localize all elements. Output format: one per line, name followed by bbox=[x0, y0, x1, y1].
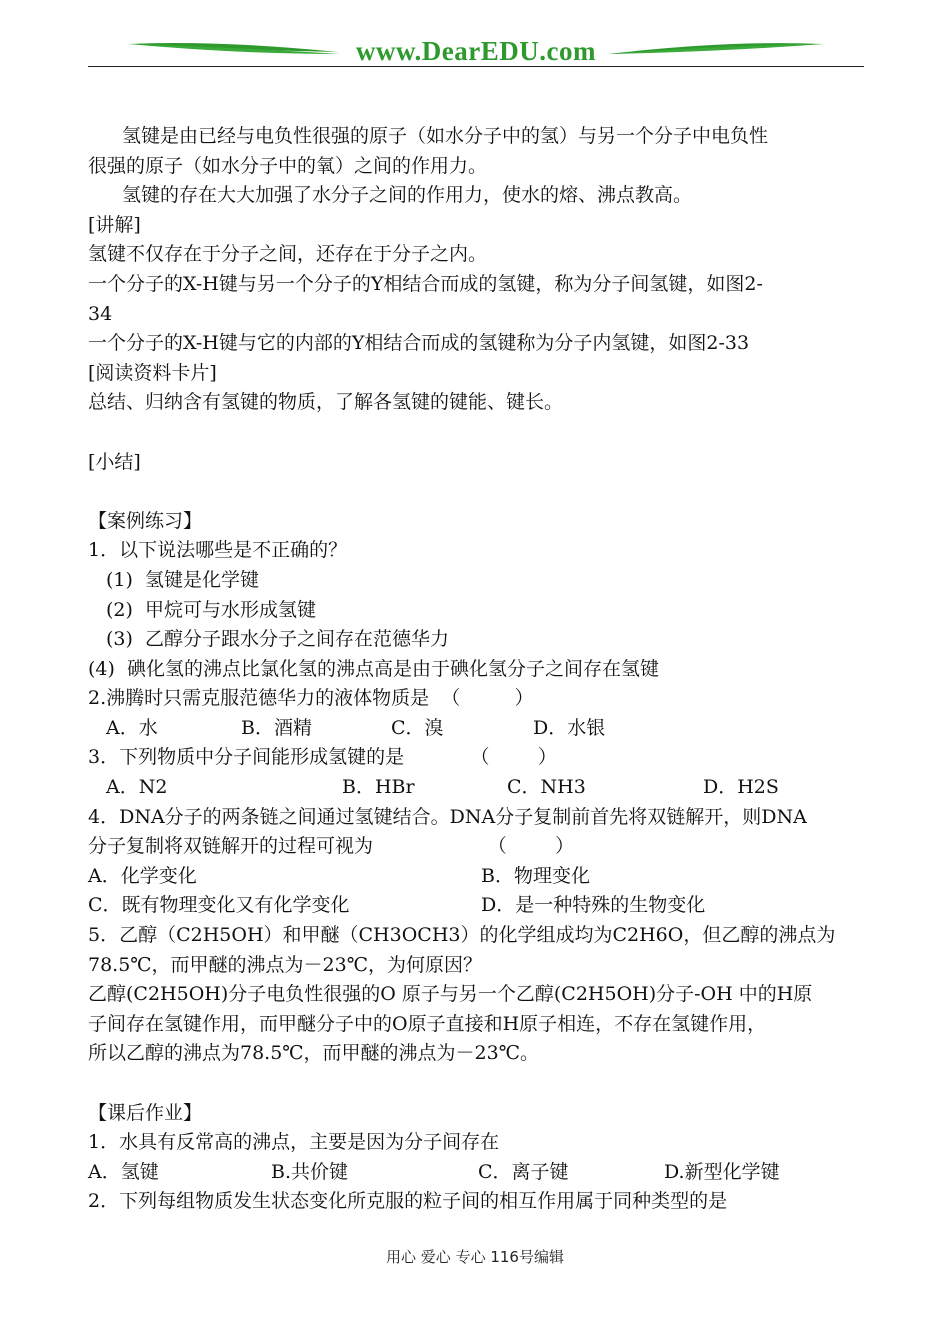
answer-line: 乙醇(C2H5OH)分子电负性很强的O 原子与另一个乙醇(C2H5OH)分子-OH 中的H原 bbox=[88, 983, 813, 1006]
reading-tag: [阅读资料卡片] bbox=[88, 361, 217, 384]
option: B．HBr bbox=[342, 776, 415, 799]
paragraph-line: 一个分子的X-H键与另一个分子的Y相结合而成的氢键，称为分子间氢键，如图2- bbox=[88, 272, 763, 295]
option-row bbox=[88, 773, 868, 803]
option: B.共价键 bbox=[271, 1160, 349, 1183]
question-stem: 1．水具有反常高的沸点，主要是因为分子间存在 bbox=[88, 1131, 500, 1154]
question-item: (4) 碘化氢的沸点比氯化氢的沸点高是由于碘化氢分子之间存在氢键 bbox=[88, 657, 659, 680]
question-item: (3) 乙醇分子跟水分子之间存在范德华力 bbox=[106, 628, 449, 651]
option: C．NH3 bbox=[507, 776, 586, 799]
summary-tag: [小结] bbox=[88, 450, 141, 473]
question-item: (2) 甲烷可与水形成氢键 bbox=[106, 598, 316, 621]
answer-line: 所以乙醇的沸点为78.5℃，而甲醚的沸点为－23℃。 bbox=[88, 1042, 539, 1065]
question-stem: 2.沸腾时只需克服范德华力的液体物质是 （ ） bbox=[88, 687, 534, 710]
homework-heading: 【课后作业】 bbox=[88, 1101, 203, 1124]
option: C．溴 bbox=[391, 716, 444, 739]
question-stem: 5．乙醇（C2H5OH）和甲醚（CH3OCH3）的化学组成均为C2H6O，但乙醇的沸点为 bbox=[88, 924, 836, 947]
question-stem: 2．下列每组物质发生状态变化所克服的粒子间的相互作用属于同种类型的是 bbox=[88, 1190, 728, 1213]
option: A．水 bbox=[106, 716, 158, 739]
option: C．离子键 bbox=[478, 1160, 569, 1183]
option: D．水银 bbox=[533, 716, 606, 739]
paragraph-line: 总结、归纳含有氢键的物质，了解各氢键的键能、键长。 bbox=[88, 391, 564, 414]
paragraph-line: 34 bbox=[88, 302, 113, 325]
header-divider bbox=[88, 66, 864, 67]
question-stem: 3．下列物质中分子间能形成氢键的是 （ ） bbox=[88, 746, 557, 769]
question-stem: 78.5℃，而甲醚的沸点为－23℃，为何原因？ bbox=[88, 953, 482, 976]
option: B．物理变化 bbox=[481, 864, 590, 887]
question-stem: 分子复制将双链解开的过程可视为 （ ） bbox=[88, 835, 575, 858]
option-row bbox=[88, 1158, 868, 1188]
option: A．化学变化 bbox=[88, 864, 197, 887]
answer-line: 子间存在氢键作用，而甲醚分子中的O原子直接和H原子相连，不存在氢键作用， bbox=[88, 1012, 767, 1035]
spacer bbox=[88, 1069, 868, 1099]
page-header bbox=[88, 30, 864, 70]
spacer bbox=[88, 477, 868, 507]
paragraph-line: 氢键不仅存在于分子之间，还存在于分子之内。 bbox=[88, 243, 488, 266]
option-row bbox=[88, 891, 868, 921]
site-logo-text: www.DearEDU.com bbox=[356, 36, 596, 66]
paragraph-line: 一个分子的X-H键与它的内部的Y相结合而成的氢键称为分子内氢键，如图2-33 bbox=[88, 332, 750, 355]
page-footer: 用心 爱心 专心 116号编辑 bbox=[386, 1248, 564, 1266]
question-stem: 4．DNA分子的两条链之间通过氢键结合。DNA分子复制前首先将双链解开，则DNA bbox=[88, 805, 807, 828]
option: D.新型化学键 bbox=[664, 1160, 780, 1183]
lecture-tag: [讲解] bbox=[88, 213, 141, 236]
option: D．H2S bbox=[703, 776, 779, 799]
option-row bbox=[88, 862, 868, 892]
document-body bbox=[88, 122, 868, 1217]
option: D．是一种特殊的生物变化 bbox=[481, 894, 706, 917]
paragraph-line: 氢键是由已经与电负性很强的原子（如水分子中的氢）与另一个分子中电负性 bbox=[122, 125, 769, 147]
spacer bbox=[88, 418, 868, 448]
option: C．既有物理变化又有化学变化 bbox=[88, 894, 350, 917]
option-row bbox=[88, 714, 868, 744]
option: B．酒精 bbox=[241, 716, 312, 739]
option: A．氢键 bbox=[88, 1160, 159, 1183]
question-stem: 1．以下说法哪些是不正确的？ bbox=[88, 539, 348, 562]
option: A．N2 bbox=[106, 776, 168, 799]
practice-heading: 【案例练习】 bbox=[88, 509, 203, 532]
question-item: (1) 氢键是化学键 bbox=[106, 568, 259, 591]
paragraph-line: 氢键的存在大大加强了水分子之间的作用力，使水的熔、沸点教高。 bbox=[122, 184, 693, 207]
paragraph-line: 很强的原子（如水分子中的氧）之间的作用力。 bbox=[88, 154, 488, 177]
